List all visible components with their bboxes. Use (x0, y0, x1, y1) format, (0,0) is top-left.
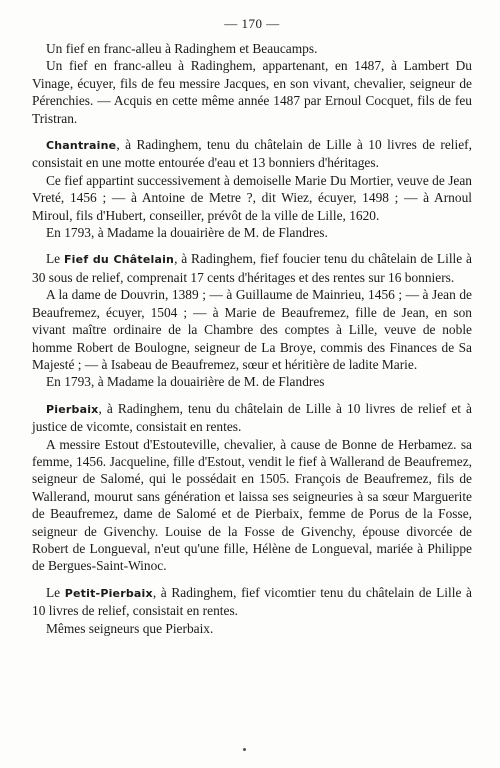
paragraph-chantraine-1793 (32, 224, 472, 241)
page-number: — 170 — (224, 16, 280, 31)
paragraph-text: Un fief en franc-alleu à Radinghem et Beaucamps. (46, 41, 318, 56)
paragraph-text: , à Radinghem, fief vicomtier tenu du châtelain de Lille à 10 livres de relief, consistait en rentes. (32, 584, 472, 619)
entry-prefix: Le (46, 251, 64, 267)
paragraph-chatelain-owners (32, 286, 472, 373)
paragraph-text: , à Radinghem, fief foucier tenu du châtelain de Lille à 30 sous de relief, comprenait 17 cents d'héritages et des rentes sur 16 bonniers. (32, 251, 472, 285)
entry-fief-du-chatelain (32, 250, 472, 286)
paragraph-text: , à Radinghem, tenu du châtelain de Lille à 10 livres de relief, consistait en une motte entourée d'eau et 13 bonniers d'héritages. (32, 137, 472, 171)
paragraph-text: A messire Estout d'Estouteville, chevalier, à cause de Bonne de Herbamez. sa femme, 1456. Jacqueline, fille d'Estout, vendit le fief à Wallerand de Beaufremez, seigneur de Salomé, qui le possédait en 1505. François de Beaufremez, fils de Wallerand, mourut sans génération et laissa ses seigneuries à sa sœur Marguerite de Beaufremez, dame de Salomé et de Pierbaix, femme de Porus de la Fosse, seigneur de Givenchy. Louise de la Fosse de Givenchy, épouse divorcée de Robert de Longueval, n'eut qu'une fille, Hélène de Longueval, mariée à Philippe de Bergues-Saint-Winoc. (32, 436, 472, 574)
entry-prefix: Le (46, 584, 65, 600)
paragraph-text: , à Radinghem, tenu du châtelain de Lille à 10 livres de relief et à justice de vicomte, consistait en rentes. (32, 400, 472, 435)
entry-heading-petit-pierbaix: Petit-Pierbaix (64, 586, 153, 600)
paragraph-chatelain-1793 (32, 373, 472, 390)
entry-chantraine (32, 136, 472, 172)
paragraph-pierbaix-owners (32, 436, 472, 575)
entry-petit-pierbaix (32, 584, 472, 620)
entry-pierbaix (32, 400, 472, 436)
entry-heading-chantraine: Chantraine (46, 139, 117, 153)
print-dot-mark (243, 748, 246, 751)
entry-heading-fief-du-chatelain: Fief du Châtelain (63, 253, 175, 267)
paragraph-beaucamps-fief (32, 40, 472, 57)
paragraph-text: Un fief en franc-alleu à Radinghem, appartenant, en 1487, à Lambert Du Vinage, écuyer, fils de feu messire Jacques, en son vivant, chevalier, seigneur de Pérenchies. — Acquis en cette même année 1487 par Ernoul Cocquet, fils de feu Tristran. (32, 58, 472, 126)
paragraph-text: Ce fief appartint successivement à demoiselle Marie Du Mortier, veuve de Jean Vreté, 1456 ; — à Antoine de Metre ?, dit Wiez, écuyer, 1498 ; — à Arnoul Miroul, fils d'Hubert, conseiller, prévôt de la ville de Lille, 1620. (32, 172, 472, 223)
paragraph-lambert-du-vinage (32, 57, 472, 127)
entry-heading-pierbaix: Pierbaix (46, 402, 99, 416)
paragraph-text: En 1793, à Madame la douairière de M. de Flandres. (46, 225, 328, 241)
paragraph-text: Mêmes seigneurs que Pierbaix. (46, 620, 214, 636)
paragraph-text: En 1793, à Madame la douairière de M. de Flandres (46, 374, 325, 390)
paragraph-chantraine-owners (32, 172, 472, 224)
paragraph-text: A la dame de Douvrin, 1389 ; — à Guillaume de Mainrieu, 1456 ; — à Jean de Beaufremez, écuyer, 1504 ; — à Marie de Beaufremez, fille de Jean, en son vivant maître ordinaire de la Chambre des comptes à Lille, veuve de noble homme Robert de Boulogne, seigneur de La Broye, commis des Finances de Sa Majesté ; — à Isabeau de Beaufremez, sœur et héritière de ladite Marie. (32, 287, 472, 372)
paragraph-petit-pierbaix-owners (32, 620, 472, 637)
